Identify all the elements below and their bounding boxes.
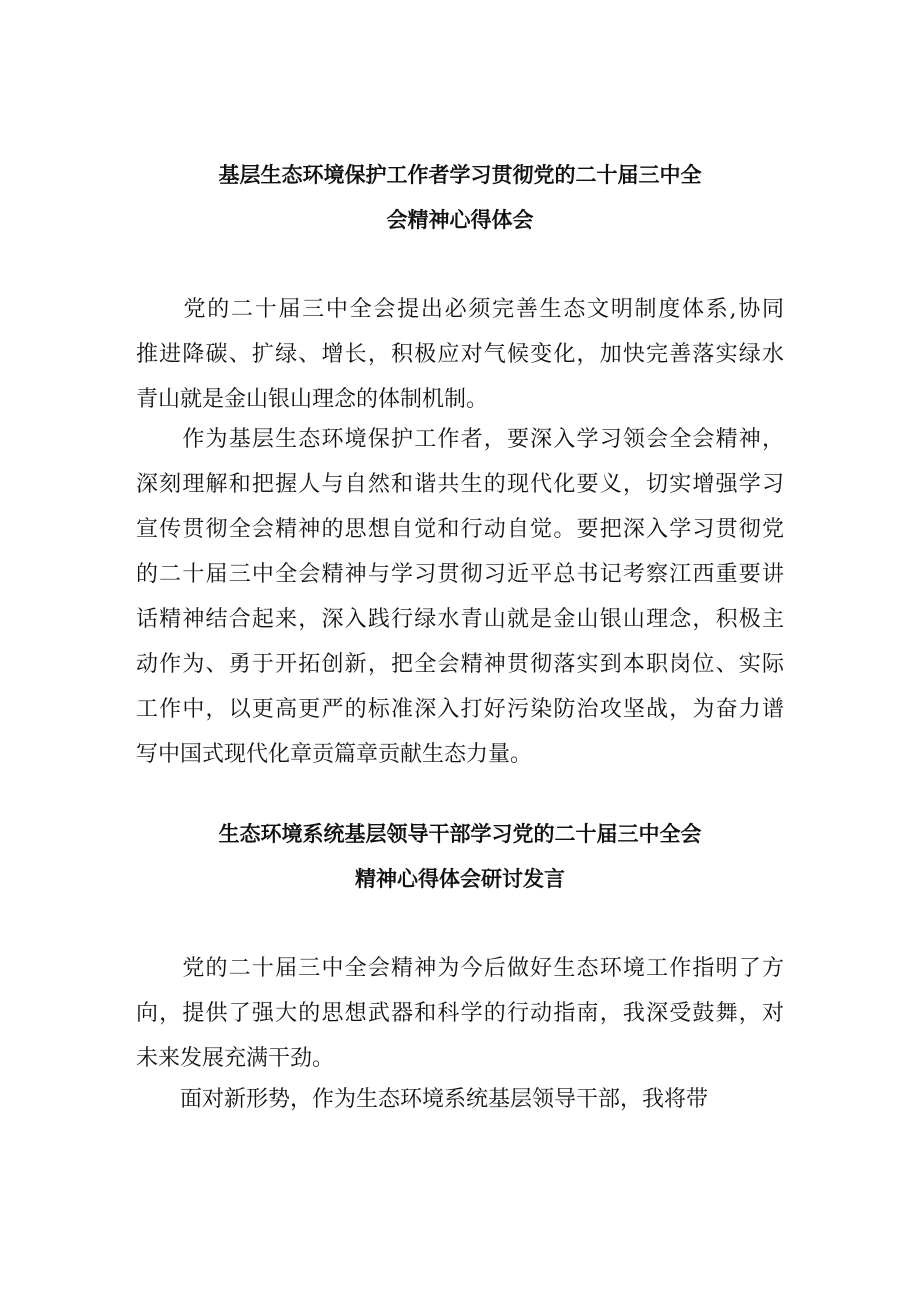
text-line: 向，提供了强大的思想武器和科学的行动指南，我深受鼓舞，对	[136, 1001, 784, 1026]
text-line: 青山就是金山银山理念的体制机制。	[136, 387, 489, 412]
text-line: 深刻理解和把握人与自然和谐共生的现代化要义，切实增强学习	[136, 472, 784, 497]
text-line: 工作中，以更高更严的标准深入打好污染防治攻坚战，为奋力谱	[136, 697, 784, 722]
section-1-paragraph-1	[136, 287, 784, 422]
text-line: 面对新形势，作为生态环境系统基层领导干部，我将带	[136, 1087, 709, 1112]
text-line: 党的二十届三中全会提出必须完善生态文明制度体系,协同	[136, 297, 784, 322]
text-line: 的二十届三中全会精神与学习贯彻习近平总书记考察江西重要讲	[136, 562, 784, 587]
section-1-title-line-1: 基层生态环境保护工作者学习贯彻党的二十届三中全	[218, 163, 702, 187]
section-2-paragraph-1	[136, 946, 784, 1081]
text-line: 推进降碳、扩绿、增长，积极应对气候变化，加快完善落实绿水	[136, 342, 784, 367]
text-line: 未来发展充满干劲。	[136, 1046, 335, 1071]
text-line: 动作为、勇于开拓创新，把全会精神贯彻落实到本职岗位、实际	[136, 652, 784, 677]
section-1-paragraph-2	[136, 417, 784, 777]
section-2-title	[0, 812, 920, 902]
text-line: 作为基层生态环境保护工作者，要深入学习领会全会精神，	[136, 427, 784, 452]
text-line: 话精神结合起来，深入践行绿水青山就是金山银山理念，积极主	[136, 607, 784, 632]
section-1-title	[0, 153, 920, 243]
section-2-title-line-2: 精神心得体会研讨发言	[355, 867, 565, 891]
text-line: 宣传贯彻全会精神的思想自觉和行动自觉。要把深入学习贯彻党	[136, 517, 784, 542]
section-1-title-line-2: 会精神心得体会	[386, 208, 534, 232]
text-line: 党的二十届三中全会精神为今后做好生态环境工作指明了方	[136, 956, 784, 981]
section-2-title-line-1: 生态环境系统基层领导干部学习党的二十届三中全会	[218, 822, 702, 846]
text-line: 写中国式现代化章贡篇章贡献生态力量。	[136, 742, 533, 767]
section-2-paragraph-2	[136, 1077, 784, 1122]
